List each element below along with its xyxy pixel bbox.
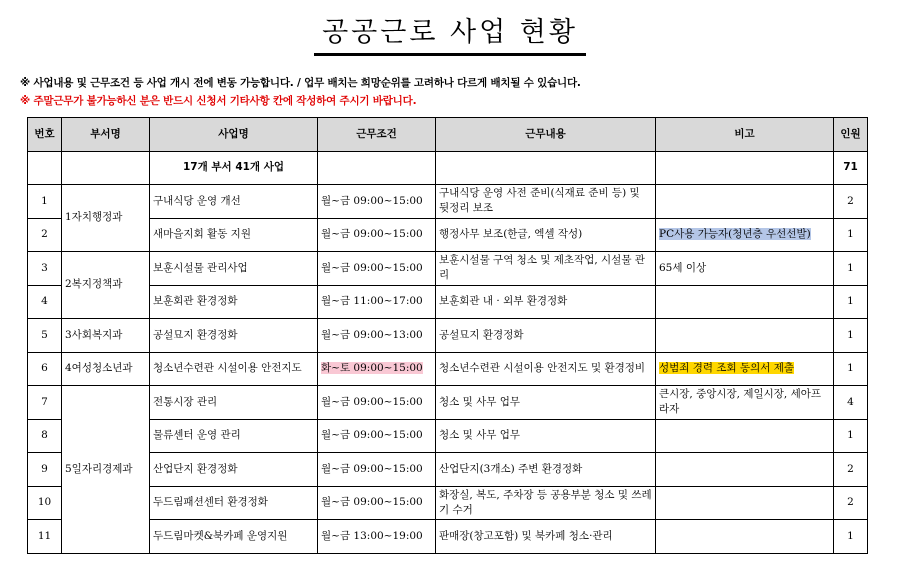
remarks-cell [656,319,834,353]
notice-change: ※ 사업내용 및 근무조건 등 사업 개시 전에 변동 가능합니다. / 업무 배치는 희망순위를 고려하나 다르게 배치될 수 있습니다. [20,77,581,89]
condition-cell: 월~금 09:00~15:00 [318,486,436,520]
remarks-cell [656,453,834,487]
project-cell: 두드림패션센터 환경정화 [150,486,318,520]
content-cell: 청소 및 사무 업무 [436,419,656,453]
project-cell: 보훈회관 환경정화 [150,285,318,319]
remarks-cell [656,218,834,252]
count-cell: 4 [834,386,868,420]
row-no: 7 [28,386,62,420]
condition-cell: 월~금 09:00~15:00 [318,218,436,252]
summary-empty [62,151,150,185]
condition-highlight: 화~토 09:00~15:00 [321,362,423,375]
table-row [28,486,868,520]
project-cell: 공설묘지 환경정화 [150,319,318,353]
content-cell: 산업단지(3개소) 주변 환경정화 [436,453,656,487]
count-cell: 2 [834,486,868,520]
row-no: 3 [28,252,62,286]
header-count: 인원 [834,118,868,152]
remarks-cell: 65세 이상 [656,252,834,286]
remarks-cell [656,486,834,520]
summary-label: 17개 부서 41개 사업 [150,151,318,185]
summary-total: 71 [834,151,868,185]
content-cell: 청소년수련관 시설이용 안전지도 및 환경정비 [436,352,656,386]
summary-empty [318,151,436,185]
count-cell: 1 [834,285,868,319]
header-row [28,118,868,152]
count-cell: 2 [834,453,868,487]
table-row [28,252,868,286]
row-no: 11 [28,520,62,554]
condition-cell: 월~금 09:00~15:00 [318,419,436,453]
content-cell: 보훈회관 내 · 외부 환경정화 [436,285,656,319]
project-cell: 두드림마켓&북카페 운영지원 [150,520,318,554]
header-dept: 부서명 [62,118,150,152]
project-cell: 산업단지 환경정화 [150,453,318,487]
count-cell: 1 [834,352,868,386]
table-row [28,285,868,319]
summary-empty [436,151,656,185]
row-no: 6 [28,352,62,386]
remarks-cell [656,520,834,554]
content-cell: 판매장(창고포함) 및 북카페 청소·관리 [436,520,656,554]
table-row [28,185,868,219]
row-no: 1 [28,185,62,219]
project-cell: 새마을지회 활동 지원 [150,218,318,252]
table-row [28,319,868,353]
condition-cell: 월~금 09:00~15:00 [318,252,436,286]
table-row [28,453,868,487]
count-cell: 1 [834,419,868,453]
table-row [28,352,868,386]
summary-row [28,151,868,185]
content-cell: 구내식당 운영 사전 준비(식재료 준비 등) 및 뒷정리 보조 [436,185,656,219]
project-cell: 보훈시설물 관리사업 [150,252,318,286]
content-cell: 행정사무 보조(한글, 엑셀 작성) [436,218,656,252]
row-no: 10 [28,486,62,520]
condition-cell: 월~금 11:00~17:00 [318,285,436,319]
table-row [28,520,868,554]
summary-empty [28,151,62,185]
header-no: 번호 [28,118,62,152]
count-cell: 1 [834,252,868,286]
count-cell: 2 [834,185,868,219]
dept-cell: 2복지정책과 [62,252,150,319]
header-condition: 근무조건 [318,118,436,152]
remarks-cell [656,285,834,319]
remarks-highlight: PC사용 가능자(청년층 우선선발) [659,228,811,241]
remarks-cell [656,419,834,453]
remarks-cell [656,185,834,219]
condition-cell: 월~금 09:00~15:00 [318,386,436,420]
project-cell: 구내식당 운영 개선 [150,185,318,219]
row-no: 4 [28,285,62,319]
condition-cell: 월~금 09:00~15:00 [318,185,436,219]
row-no: 2 [28,218,62,252]
summary-empty [656,151,834,185]
project-cell: 청소년수련관 시설이용 안전지도 [150,352,318,386]
condition-cell: 월~금 09:00~15:00 [318,453,436,487]
notice-weekend: ※ 주말근무가 불가능하신 분은 반드시 신청서 기타사항 칸에 작성하여 주시기 바랍니다. [20,95,417,107]
row-no: 9 [28,453,62,487]
condition-cell: 월~금 09:00~13:00 [318,319,436,353]
row-no: 8 [28,419,62,453]
condition-cell [318,352,436,386]
project-table [27,117,868,554]
header-remarks: 비고 [656,118,834,152]
table-row [28,218,868,252]
condition-cell: 월~금 13:00~19:00 [318,520,436,554]
project-cell: 물류센터 운영 관리 [150,419,318,453]
remarks-cell: 큰시장, 중앙시장, 제일시장, 세아프라자 [656,386,834,420]
dept-cell: 3사회복지과 [62,319,150,353]
remarks-highlight: 성범죄 경력 조회 동의서 제출 [659,362,795,375]
row-no: 5 [28,319,62,353]
title-wrapper [0,10,900,56]
content-cell: 청소 및 사무 업무 [436,386,656,420]
content-cell: 공설묘지 환경정화 [436,319,656,353]
count-cell: 1 [834,520,868,554]
content-cell: 화장실, 복도, 주차장 등 공용부분 청소 및 쓰레기 수거 [436,486,656,520]
dept-cell: 4여성청소년과 [62,352,150,386]
page-title: 공공근로 사업 현황 [314,10,586,56]
content-cell: 보훈시설물 구역 청소 및 제초작업, 시설물 관리 [436,252,656,286]
remarks-cell [656,352,834,386]
project-cell: 전통시장 관리 [150,386,318,420]
header-project: 사업명 [150,118,318,152]
table-row [28,419,868,453]
count-cell: 1 [834,319,868,353]
table-row [28,386,868,420]
header-content: 근무내용 [436,118,656,152]
dept-cell: 1자치행정과 [62,185,150,252]
dept-cell: 5일자리경제과 [62,386,150,554]
count-cell: 1 [834,218,868,252]
